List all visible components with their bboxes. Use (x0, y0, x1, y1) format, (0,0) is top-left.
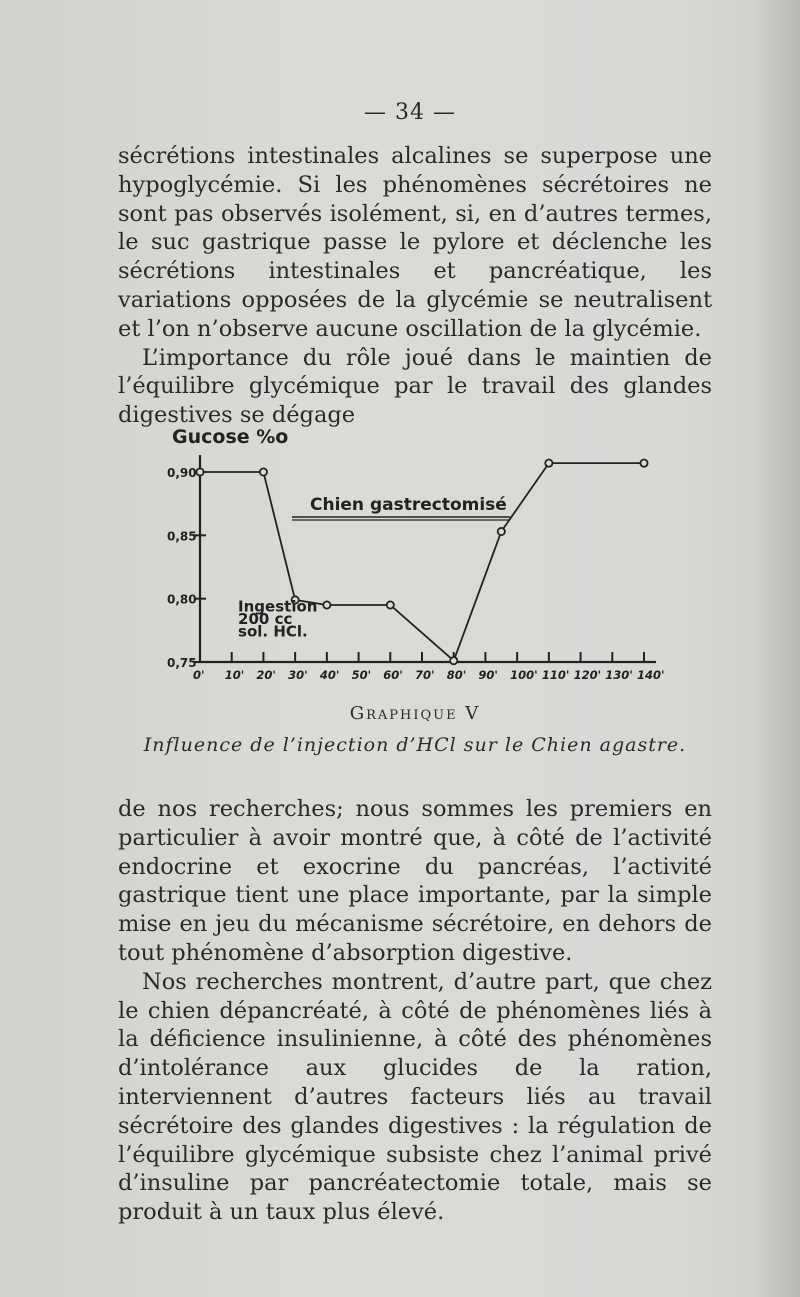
y-axis-label: Gucose %o (172, 426, 289, 448)
x-tick-label: 90' (478, 668, 498, 682)
annotation-text: Ingestion (238, 597, 318, 616)
x-tick-label: 70' (415, 668, 435, 682)
x-tick-label: 140' (637, 668, 665, 682)
paragraph: L’importance du rôle joué dans le maintien de l’équilibre glycémique par le travail des glandes digestives se dégage (118, 344, 712, 429)
x-tick-label: 80' (446, 668, 467, 682)
x-tick-label: 20' (256, 668, 276, 682)
y-tick-label: 0,75 (167, 656, 197, 670)
x-tick-label: 100' (510, 668, 538, 682)
data-point (323, 601, 330, 608)
x-tick-label: 10' (224, 668, 245, 682)
figure-caption-subtitle: Influence de l’injection d’HCl sur le Chien agastre. (143, 734, 687, 756)
x-tick-label: 110' (541, 668, 570, 682)
y-tick-label: 0,80 (167, 592, 197, 607)
paragraph: de nos recherches; nous sommes les premiers en particulier à avoir montré que, à côté de l’activité endocrine et exocrine du pancréas, l’activité gastrique tient une place importante, par la simple mise en jeu du mécanisme sécrétoire, en dehors de tout phénomène d’absorption digestive. (118, 796, 712, 966)
page-edge-shadow (754, 0, 800, 1297)
figure-caption-title: Graphique V (349, 703, 481, 724)
data-point (450, 657, 457, 664)
text-block-bottom (118, 795, 712, 1227)
data-point (387, 601, 394, 608)
x-tick-label: 130' (605, 668, 633, 682)
text-block-top (118, 142, 712, 430)
paragraph: Nos recherches montrent, d’autre part, que chez le chien dépancréaté, à côté de phénomènes liés à la déficience insulinienne, à côté des phénomènes d’intolérance aux glucides de la ration, interviennent d’autres facteurs liés au travail sécrétoire des glandes digestives : la régulation de l’équilibre glycémique subsiste chez l’animal privé d’insuline par pancréatectomie totale, mais se produit à un taux plus élevé. (118, 968, 712, 1226)
paragraph: sécrétions intestinales alcalines se superpose une hypoglycémie. Si les phénomènes sécrétoires ne sont pas observés isolément, si, en d’autres termes, le suc gastrique passe le pylore et déclenche les sécrétions intestinales et pancréatique, les variations opposées de la glycémie se neutralisent et l’on n’observe aucune oscillation de la glycémie. (118, 143, 712, 342)
x-tick-label: 60' (383, 668, 403, 682)
x-tick-label: 40' (319, 668, 340, 682)
page-number: — 34 — (364, 100, 456, 125)
series-label: Chien gastrectomisé (310, 495, 507, 515)
annotation-text: sol. HCl. (238, 622, 308, 641)
x-tick-label: 30' (288, 668, 308, 682)
data-point (640, 460, 647, 467)
y-tick-label: 0,85 (167, 529, 197, 544)
annotation-text: 200 cc (238, 610, 293, 628)
data-point (498, 528, 505, 535)
data-point (196, 468, 203, 475)
y-tick-label: 0,90 (167, 466, 197, 480)
x-tick-label: 50' (351, 668, 372, 682)
data-point (260, 468, 267, 475)
x-tick-label: 0' (193, 668, 205, 682)
x-tick-label: 120' (573, 668, 602, 682)
data-point (545, 460, 552, 467)
glycemia-graph (150, 420, 710, 690)
